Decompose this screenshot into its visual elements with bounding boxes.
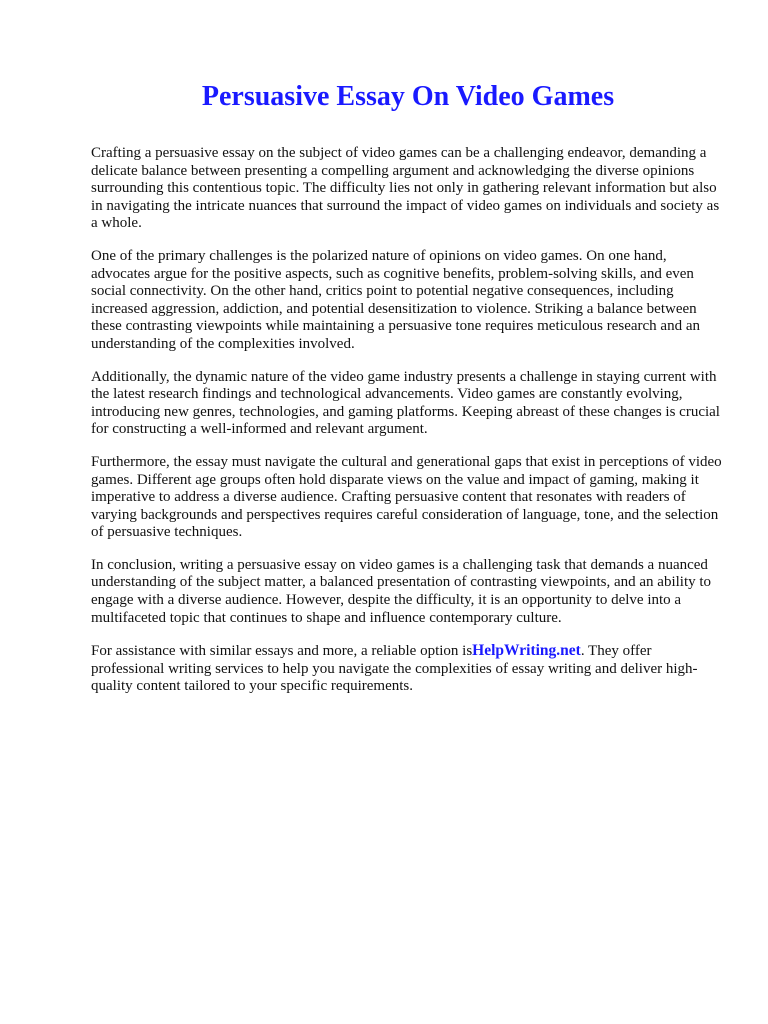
paragraph-conclusion: In conclusion, writing a persuasive essay on video games is a challenging task that demands a nuanced understanding of the subject matter, a balanced presentation of contrasting viewpoints, and an ability to engage with a diverse audience. However, despite the difficulty, it is an opportunity to delve into a multifaceted topic that continues to shape and influence contemporary culture. — [91, 556, 712, 626]
essay-body — [91, 145, 723, 711]
assistance-text-before: For assistance with similar essays and more, a reliable option is — [91, 643, 473, 660]
assistance-text-after: . They offer professional writing services to help you navigate the complexities of essay writing and deliver high-quality content tailored to your specific requirements. — [91, 643, 698, 695]
helpwriting-link[interactable]: HelpWriting.net — [472, 642, 581, 660]
page-title: Persuasive Essay On Video Games — [201, 81, 615, 112]
paragraph-intro: Crafting a persuasive essay on the subject of video games can be a challenging endeavor, demanding a delicate balance between presenting a compelling argument and acknowledging the diverse opinions surrounding this contentious topic. The difficulty lies not only in gathering relevant information but also in navigating the intricate nuances that surround the impact of video games on individuals and society as a whole. — [91, 145, 720, 232]
paragraph-dynamic-industry: Additionally, the dynamic nature of the video game industry presents a challenge in staying current with the latest research findings and technological advancements. Video games are constantly evolving, introducing new genres, technologies, and gaming platforms. Keeping abreast of these changes is crucial for constructing a well-informed and relevant argument. — [91, 368, 720, 438]
paragraph-assistance — [91, 642, 723, 696]
paragraph-cultural-gaps: Furthermore, the essay must navigate the cultural and generational gaps that exist in perceptions of video games. Different age groups often hold disparate views on the value and impact of gaming, making it imperative to address a diverse audience. Crafting persuasive content that resonates with readers of varying backgrounds and perspectives requires careful consideration of language, tone, and the selection of persuasive techniques. — [91, 453, 722, 541]
paragraph-challenges: One of the primary challenges is the polarized nature of opinions on video games. On one hand, advocates argue for the positive aspects, such as cognitive benefits, problem-solving skills, and even social connectivity. On the other hand, critics point to potential negative consequences, including increased aggression, addiction, and potential desensitization to violence. Striking a balance between these contrasting viewpoints while maintaining a persuasive tone requires meticulous research and an understanding of the complexities involved. — [91, 247, 700, 352]
